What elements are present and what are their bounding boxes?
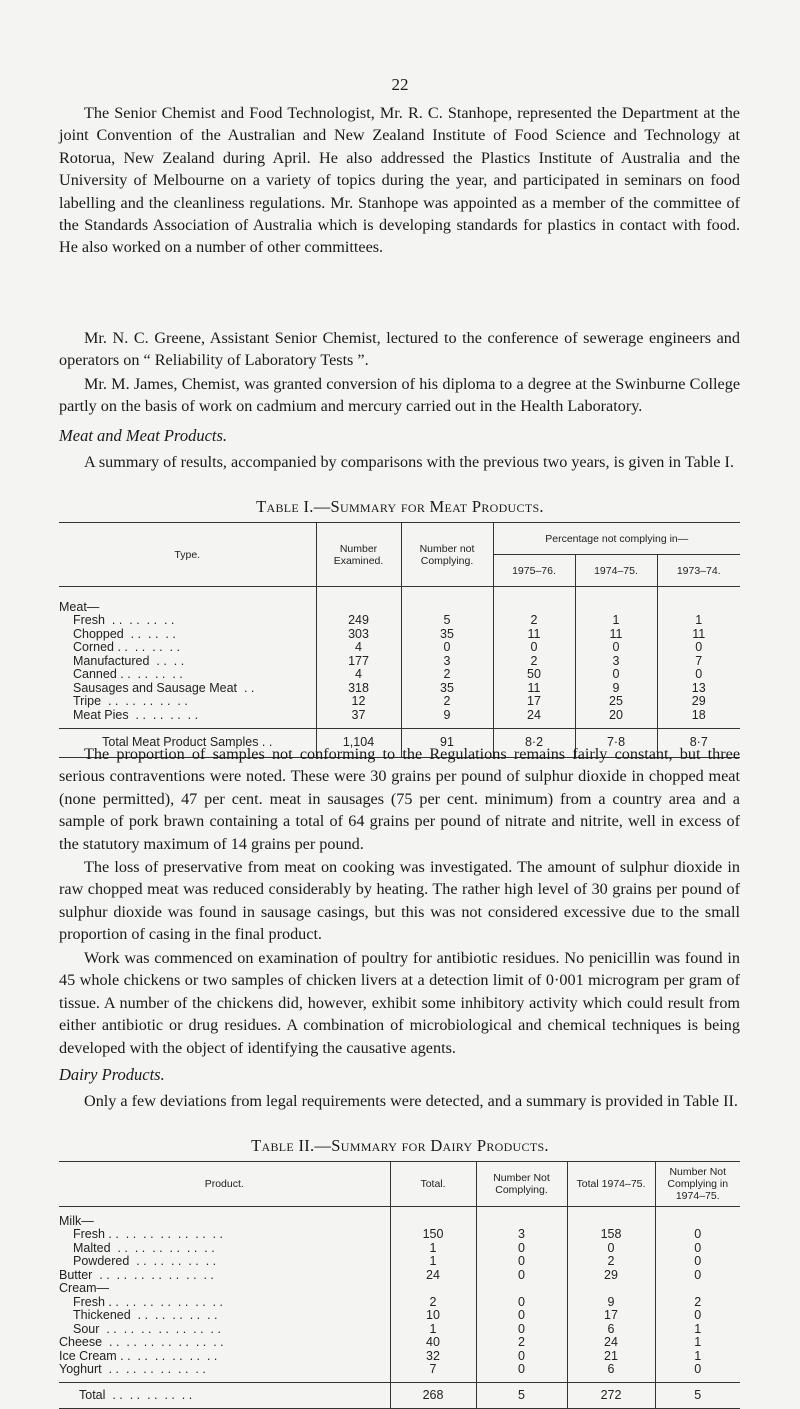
- row-total-prev: 0: [567, 1242, 655, 1256]
- row-product: Butter . . . . . . . . . . . . . .: [59, 1267, 214, 1282]
- table-row: [59, 1350, 740, 1364]
- row-examined: 249: [316, 614, 401, 628]
- section-heading-dairy: Dairy Products.: [59, 1065, 165, 1084]
- row-pct-1974-75: 11: [575, 628, 657, 642]
- row-total-prev: 6: [567, 1323, 655, 1337]
- table-row: [59, 1228, 740, 1242]
- row-total-prev: 9: [567, 1296, 655, 1310]
- row-pct-1973-74: 7: [657, 655, 740, 669]
- row-not-complying: 2: [476, 1336, 567, 1350]
- table1-header-type: Type.: [59, 523, 316, 587]
- row-type: Fresh . . . . . . . .: [73, 613, 175, 627]
- row-total-prev: 6: [567, 1363, 655, 1377]
- table-row: [59, 668, 740, 682]
- table1-title-prefix: Table I.: [256, 497, 314, 516]
- row-not-complying: 0: [476, 1296, 567, 1310]
- row-pct-1975-76: 24: [493, 709, 575, 723]
- row-pct-1974-75: 20: [575, 709, 657, 723]
- row-total-prev: 17: [567, 1309, 655, 1323]
- table1-title: [0, 497, 800, 517]
- table2-header-not-complying: Number Not Complying.: [476, 1162, 567, 1207]
- total-pct-1974-75: 7·8: [575, 728, 657, 757]
- row-type: Meat Pies . . . . . . . .: [73, 707, 199, 722]
- row-total: [390, 1282, 476, 1296]
- row-pct-1973-74: 1: [657, 614, 740, 628]
- row-not-complying-prev: 0: [655, 1363, 740, 1377]
- table1-header-examined: Number Examined.: [316, 523, 401, 587]
- row-product: Fresh . . . . . . . . . . . . . .: [73, 1294, 224, 1309]
- row-not-complying: 0: [476, 1350, 567, 1364]
- paragraph-dairy-intro: Only a few deviations from legal requirements were detected, and a summary is provided in Table II.: [84, 1092, 738, 1110]
- total-examined: 1,104: [316, 728, 401, 757]
- table1-header-1974-75: 1974–75.: [575, 555, 657, 587]
- row-not-complying-prev: 0: [655, 1242, 740, 1256]
- table-row: [59, 1255, 740, 1269]
- table-row: [59, 1323, 740, 1337]
- row-pct-1974-75: 9: [575, 682, 657, 696]
- row-total-prev: [567, 1215, 655, 1229]
- table-row: [59, 1363, 740, 1377]
- row-total: 7: [390, 1363, 476, 1377]
- paragraph-meat-intro: A summary of results, accompanied by comparisons with the previous two years, is given in Table I.: [84, 453, 734, 471]
- row-product: Sour . . . . . . . . . . . . . .: [73, 1321, 221, 1336]
- paragraph-preservative: The loss of preservative from meat on cooking was investigated. The amount of sulphur dioxide in raw chopped meat was reduced considerably by heating. The rather high level of 30 grains per pound of sulphur dioxide was found in sausage casings, but this was not considered excessive due to the small proportion of casing in the final product.: [59, 858, 740, 944]
- total-label: Total Meat Product Samples . .: [59, 728, 316, 757]
- table-row: [59, 709, 740, 723]
- row-not-complying: 2: [401, 695, 493, 709]
- row-total-prev: 24: [567, 1336, 655, 1350]
- row-total: 1: [390, 1323, 476, 1337]
- table2-title: [0, 1136, 800, 1156]
- row-not-complying: 3: [401, 655, 493, 669]
- table1-header-1973-74: 1973–74.: [657, 555, 740, 587]
- row-pct-1975-76: 2: [493, 614, 575, 628]
- paragraph-proportion: The proportion of samples not conforming to the Regulations remains fairly constant, but three serious contraventions were noted. These were 30 grains per pound of sulphur dioxide in chopped meat (none permitted), 47 per cent. meat in sausages (75 per cent. minimum) from a country area and a sample of pork brawn containing a total of 64 grains per pound of nitrate and nitrite, well in excess of the statutory maximum of 14 grains per pound.: [59, 745, 740, 853]
- row-not-complying-prev: 0: [655, 1269, 740, 1283]
- row-not-complying: 0: [476, 1323, 567, 1337]
- table-meat-products: [59, 522, 740, 758]
- row-examined: 37: [316, 709, 401, 723]
- row-not-complying: [476, 1282, 567, 1296]
- row-pct-1974-75: 1: [575, 614, 657, 628]
- row-total: 2: [390, 1296, 476, 1310]
- row-not-complying: 0: [476, 1309, 567, 1323]
- table1-header-percentage: Percentage not complying in—: [493, 523, 740, 555]
- paragraph-greene: Mr. N. C. Greene, Assistant Senior Chemist, lectured to the conference of sewerage engineers and operators on “ Reliability of Laboratory Tests ”.: [59, 329, 740, 370]
- row-not-complying: 9: [401, 709, 493, 723]
- row-pct-1973-74: 29: [657, 695, 740, 709]
- row-total: 10: [390, 1309, 476, 1323]
- total-pct-1975-76: 8·2: [493, 728, 575, 757]
- total-not-complying-prev: 5: [655, 1383, 740, 1409]
- table-total-row: [59, 1383, 740, 1409]
- row-examined: 318: [316, 682, 401, 696]
- table1-title-rest: —Summary for Meat Products.: [313, 497, 544, 516]
- row-not-complying: 0: [476, 1269, 567, 1283]
- row-total-prev: 29: [567, 1269, 655, 1283]
- section-heading-meat: Meat and Meat Products.: [59, 426, 228, 445]
- row-total: 32: [390, 1350, 476, 1364]
- row-type: Chopped . . . . . .: [73, 626, 176, 641]
- row-examined: 12: [316, 695, 401, 709]
- table-row: [59, 614, 740, 628]
- row-not-complying-prev: 0: [655, 1255, 740, 1269]
- table-row: [59, 1215, 740, 1229]
- row-not-complying: 3: [476, 1228, 567, 1242]
- row-total-prev: 21: [567, 1350, 655, 1364]
- row-pct-1974-75: 0: [575, 668, 657, 682]
- row-product: Powdered . . . . . . . . . .: [73, 1254, 217, 1268]
- row-type: Corned . . . . . . . .: [73, 640, 180, 654]
- table2-header-total: Total.: [390, 1162, 476, 1207]
- table2-header-total-prev: Total 1974–75.: [567, 1162, 655, 1207]
- table-row: [59, 641, 740, 655]
- table-row: [59, 682, 740, 696]
- total-pct-1973-74: 8·7: [657, 728, 740, 757]
- table2-header-not-complying-prev: Number Not Complying in 1974–75.: [655, 1162, 740, 1207]
- table-row: [59, 1269, 740, 1283]
- row-pct-1975-76: 11: [493, 628, 575, 642]
- row-not-complying-prev: 1: [655, 1323, 740, 1337]
- row-total: 40: [390, 1336, 476, 1350]
- row-pct-1975-76: 50: [493, 668, 575, 682]
- row-product: Malted . . . . . . . . . . . .: [73, 1240, 215, 1255]
- row-pct-1974-75: 3: [575, 655, 657, 669]
- row-examined: 303: [316, 628, 401, 642]
- row-type: Manufactured . . . .: [73, 653, 185, 668]
- row-pct-1975-76: 17: [493, 695, 575, 709]
- row-examined: 177: [316, 655, 401, 669]
- table1-header-not-complying: Number not Complying.: [401, 523, 493, 587]
- row-total-prev: 158: [567, 1228, 655, 1242]
- table-row: [59, 1336, 740, 1350]
- row-product: Ice Cream . . . . . . . . . . . .: [59, 1348, 218, 1363]
- row-not-complying: 5: [401, 614, 493, 628]
- table-row: [59, 1282, 740, 1296]
- row-not-complying-prev: 1: [655, 1336, 740, 1350]
- row-pct-1974-75: 0: [575, 641, 657, 655]
- row-total-prev: 2: [567, 1255, 655, 1269]
- row-total: 24: [390, 1269, 476, 1283]
- row-pct-1975-76: 0: [493, 641, 575, 655]
- row-pct-1973-74: 11: [657, 628, 740, 642]
- table-row: [59, 1242, 740, 1256]
- row-not-complying: [476, 1215, 567, 1229]
- row-total-prev: [567, 1282, 655, 1296]
- row-not-complying-prev: 0: [655, 1309, 740, 1323]
- table2-header-product: Product.: [59, 1162, 390, 1207]
- row-type: Tripe . . . . . . . . . .: [73, 694, 188, 708]
- row-product: Fresh . . . . . . . . . . . . . .: [73, 1227, 224, 1241]
- row-product: Milk—: [59, 1213, 94, 1228]
- row-examined: 4: [316, 641, 401, 655]
- table2-title-rest: —Summary for Dairy Products.: [314, 1136, 549, 1155]
- row-type: Canned . . . . . . . .: [73, 667, 183, 681]
- table2-title-prefix: Table II.: [251, 1136, 315, 1155]
- row-pct-1975-76: 2: [493, 655, 575, 669]
- row-product: Yoghurt . . . . . . . . . . . .: [59, 1362, 206, 1376]
- page-number: 22: [391, 75, 409, 94]
- row-not-complying-prev: [655, 1215, 740, 1229]
- row-pct-1973-74: 0: [657, 641, 740, 655]
- table1-group-label: Meat—: [59, 599, 100, 614]
- row-total: 1: [390, 1242, 476, 1256]
- row-total: 150: [390, 1228, 476, 1242]
- row-not-complying: 35: [401, 682, 493, 696]
- row-product: Cheese . . . . . . . . . . . . . .: [59, 1335, 224, 1349]
- table-row: [59, 1296, 740, 1310]
- total-total-prev: 272: [567, 1383, 655, 1409]
- row-not-complying-prev: 2: [655, 1296, 740, 1310]
- row-examined: 4: [316, 668, 401, 682]
- row-not-complying: 35: [401, 628, 493, 642]
- row-not-complying: 0: [401, 641, 493, 655]
- row-pct-1975-76: 11: [493, 682, 575, 696]
- row-not-complying: 0: [476, 1363, 567, 1377]
- row-type: Sausages and Sausage Meat . .: [73, 680, 255, 695]
- total-total: 268: [390, 1383, 476, 1409]
- row-not-complying: 0: [476, 1255, 567, 1269]
- row-not-complying: 2: [401, 668, 493, 682]
- table-row: [59, 1309, 740, 1323]
- table-dairy-products: [59, 1161, 740, 1409]
- paragraph-poultry: Work was commenced on examination of poultry for antibiotic residues. No penicillin was found in 45 whole chickens or two samples of chicken livers at a detection limit of 0·001 microgram per gram of tissue. A number of the chickens did, however, exhibit some inhibitory activity which could result from either antibiotic or drug residues. A combination of microbiological and chemical techniques is being developed with the object of identifying the causative agents.: [59, 949, 740, 1057]
- row-pct-1973-74: 13: [657, 682, 740, 696]
- row-product: Thickened . . . . . . . . . .: [73, 1308, 218, 1322]
- row-not-complying-prev: [655, 1282, 740, 1296]
- row-pct-1974-75: 25: [575, 695, 657, 709]
- row-total: [390, 1215, 476, 1229]
- row-product: Cream—: [59, 1281, 110, 1295]
- row-not-complying-prev: 0: [655, 1228, 740, 1242]
- total-not-complying: 91: [401, 728, 493, 757]
- table-row: [59, 655, 740, 669]
- row-pct-1973-74: 18: [657, 709, 740, 723]
- row-not-complying: 0: [476, 1242, 567, 1256]
- row-total: 1: [390, 1255, 476, 1269]
- row-not-complying-prev: 1: [655, 1350, 740, 1364]
- row-pct-1973-74: 0: [657, 668, 740, 682]
- total-label: Total . . . . . . . . . .: [59, 1383, 390, 1409]
- table1-header-1975-76: 1975–76.: [493, 555, 575, 587]
- total-not-complying: 5: [476, 1383, 567, 1409]
- table-row: [59, 628, 740, 642]
- table-row: [59, 695, 740, 709]
- paragraph-stanhope: The Senior Chemist and Food Technologist, Mr. R. C. Stanhope, represented the Department at the joint Convention of the Australian and New Zealand Institute of Food Science and Technology at Rotorua, New Zealand during April. He also addressed the Plastics Institute of Australia and the University of Melbourne on a variety of topics during the year, and participated in seminars on food labelling and the cleanliness regulations. Mr. Stanhope was appointed as a member of the committee of the Standards Association of Australia which is developing standards for plastics in contact with food. He also worked on a number of other committees.: [59, 104, 740, 257]
- paragraph-james: Mr. M. James, Chemist, was granted conversion of his diploma to a degree at the Swinburne College partly on the basis of work on cadmium and mercury carried out in the Health Laboratory.: [59, 375, 740, 416]
